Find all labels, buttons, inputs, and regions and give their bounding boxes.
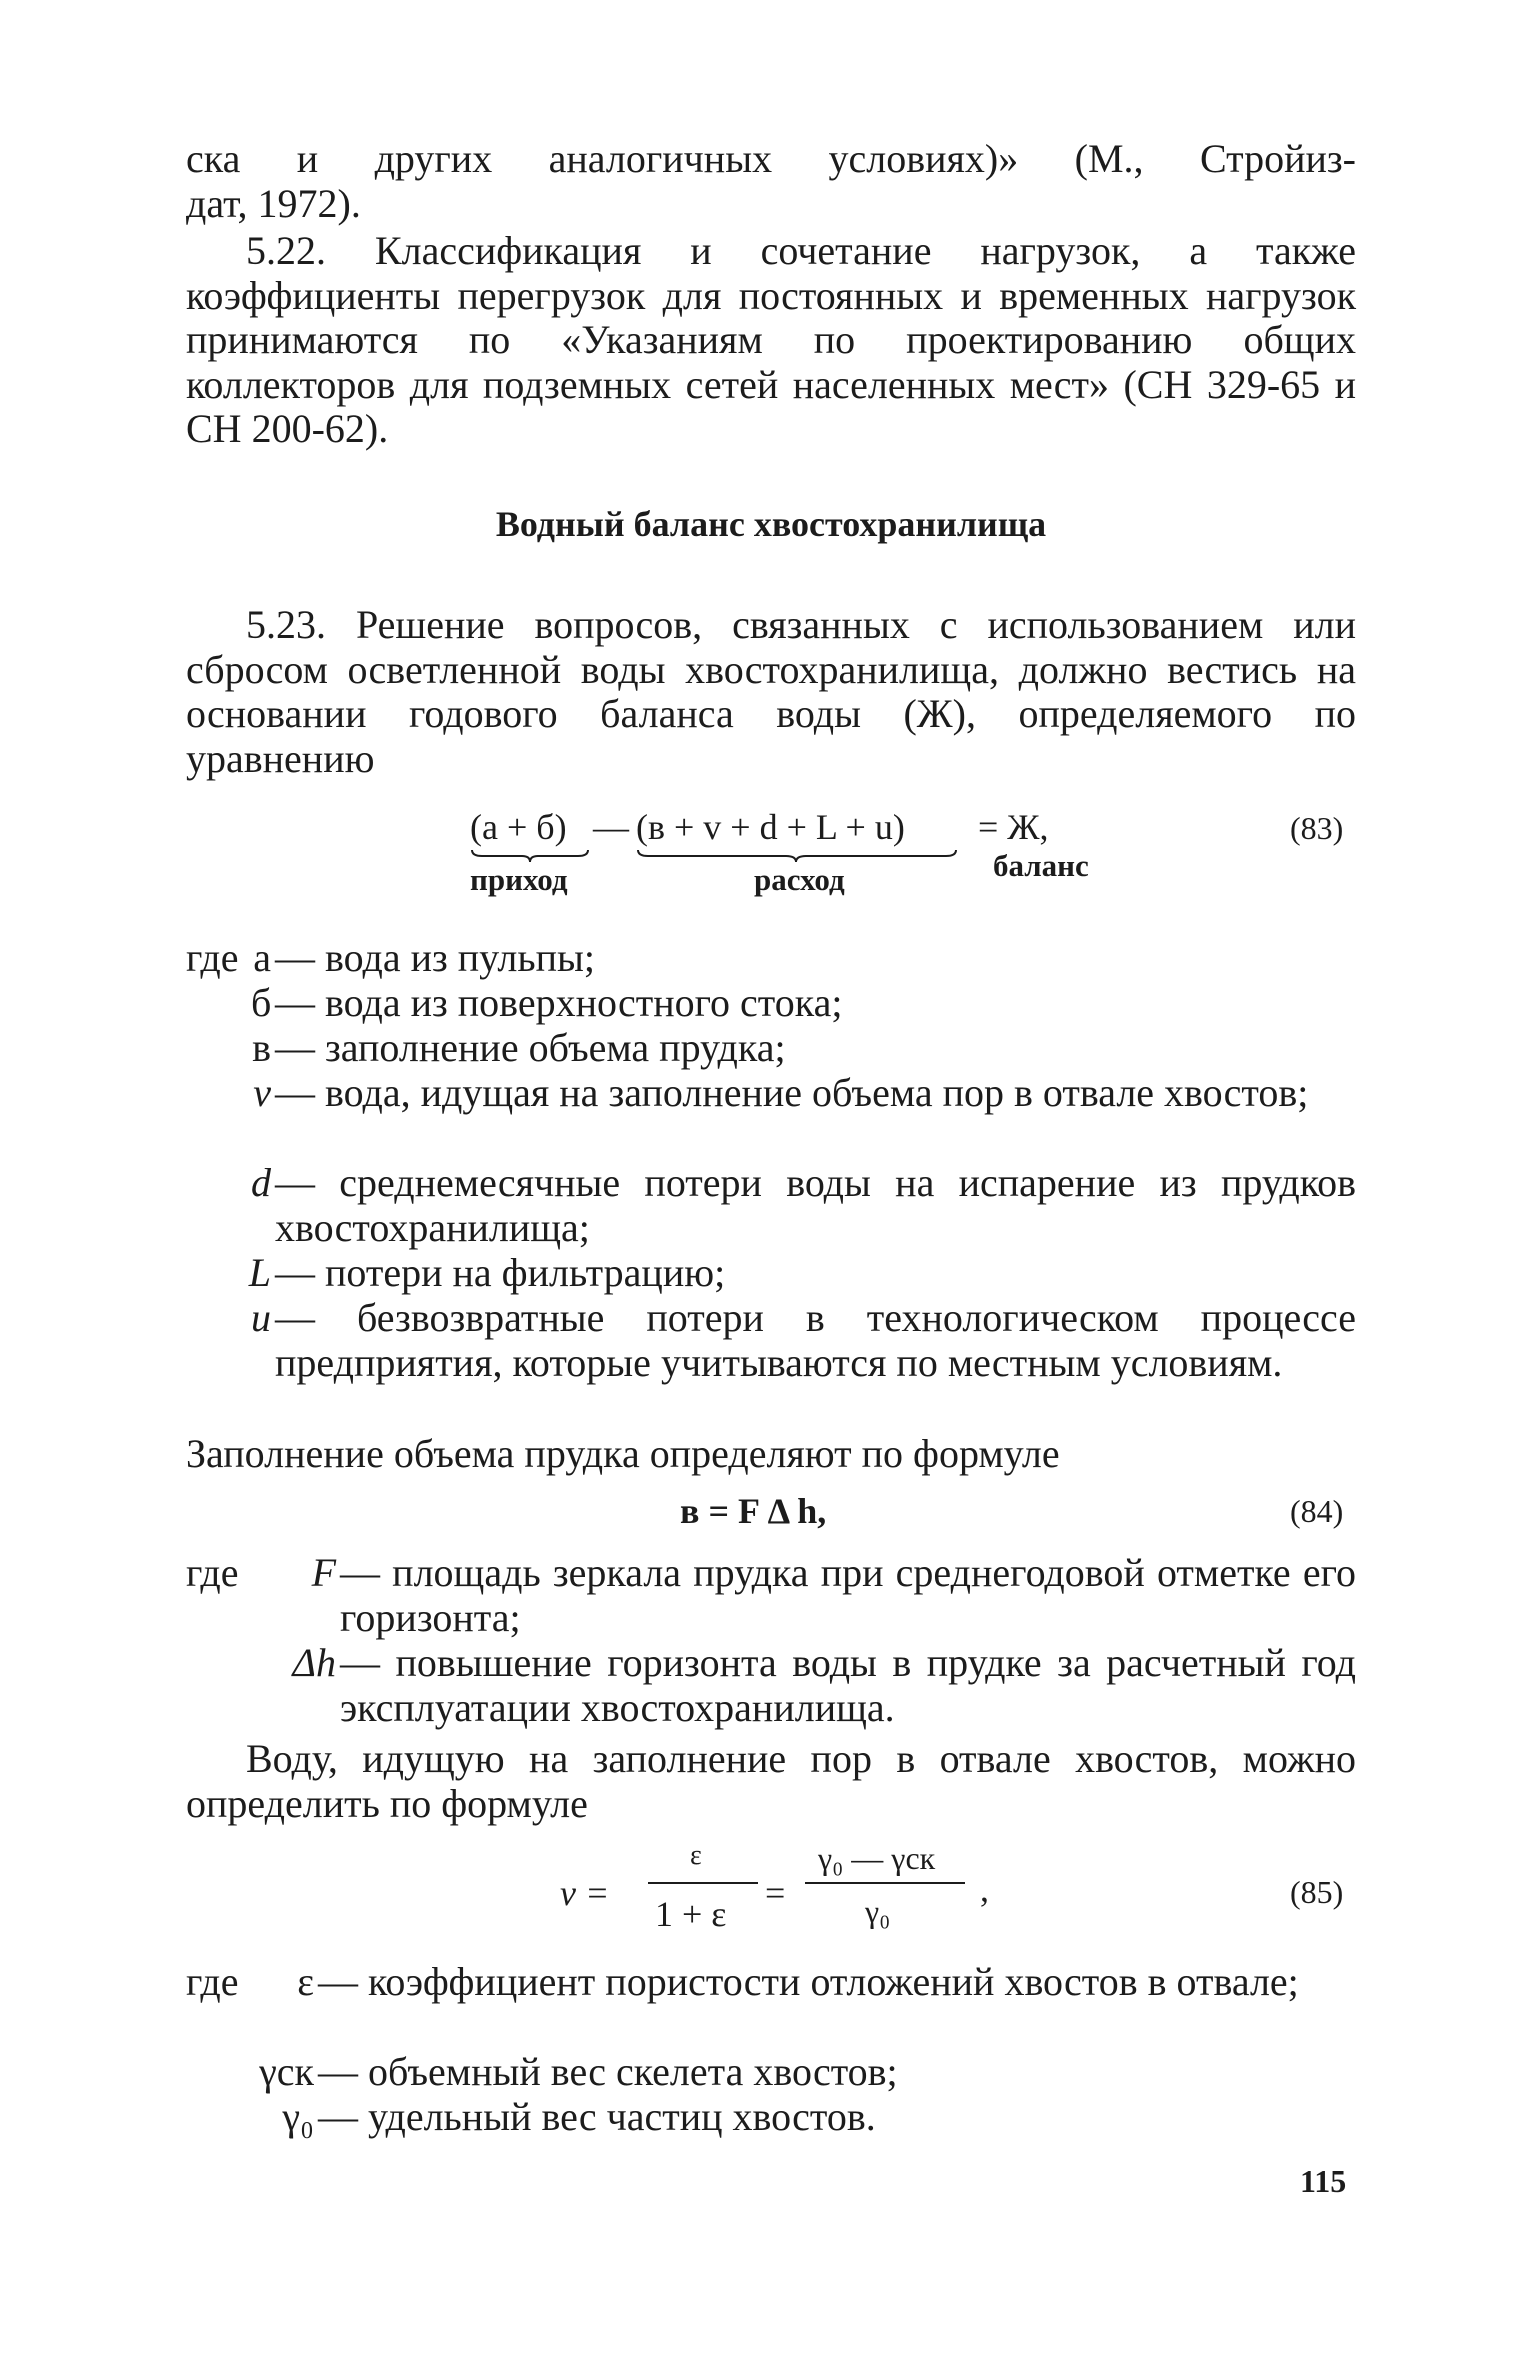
paragraph-text: Заполнение объема прудка определяют по формуле [186,1431,1060,1476]
definition-symbol: v [253,1070,271,1115]
intro-line-1: ска и других аналогичных условиях)» (М., Стройиз- [186,136,1356,181]
fraction-line [648,1882,758,1884]
equation-84: в = F Δ h, [680,1491,827,1531]
definition-text-content: — вода, идущая на заполнение объема пор в отвале хвостов; [275,1070,1309,1115]
eq85-equals: = [765,1873,786,1913]
intro-line-2: дат, 1972). [186,180,361,226]
definition-symbol: б [251,980,272,1025]
paragraph-text: Решение вопросов, связанных с использованием или сбросом осветленной воды хвостохранилища, должно вестись на основании годового баланса воды (Ж), определяемого по уравнению [186,602,1356,781]
definition-symbol: F [311,1550,336,1595]
eq85-lhs: v = [560,1873,610,1913]
definition-symbol: γск [259,2049,314,2094]
definition-symbol: ε [297,1959,314,2004]
paragraph-text: Классификация и сочетание нагрузок, а также коэффициенты перегрузок для постоянных и временных нагрузок принимаются по «Указаниям по проектированию общих коллекторов для подземных сетей населенных мест» (СН 329-65 и СН 200-62). [186,228,1357,452]
fraction-line [805,1882,965,1884]
definition-text: — вода из поверхностного стока; [275,980,843,1025]
label-income: приход [470,862,568,897]
eq85-denominator-2: γ₀ [865,1893,891,1929]
eq83-minus: — [593,807,629,847]
definition-text: — коэффициент пористости отложений хвостов в отвале; [318,1959,1299,2004]
paragraph-pores [186,1737,1356,1826]
eq85-comma: , [980,1869,989,1909]
label-balance: баланс [993,848,1089,883]
equation-number: (84) [1290,1493,1344,1529]
eq83-expense-group: (в + v + d + L + u) [636,807,905,847]
paragraph-number: 5.22. [246,228,326,273]
paragraph-5-22 [186,229,1356,452]
definition-symbol: Δh [292,1640,336,1685]
intro-block [186,137,1356,226]
definition-symbol: u [251,1295,271,1340]
label-expense: расход [754,862,845,897]
definition-symbol: а [253,935,271,980]
equation-number: (85) [1290,1874,1344,1910]
eq85-denominator-1: 1 + ε [655,1894,727,1934]
where-lead: где [186,935,239,980]
paragraph-5-23 [186,603,1356,781]
definition-symbol: в [252,1025,271,1070]
eq83-result: = Ж, [978,807,1049,847]
definition-symbol: L [248,1250,271,1295]
definition-text: — заполнение объема прудка; [275,1025,786,1070]
definition-text: — удельный вес частиц хвостов. [318,2094,876,2139]
paragraph-fill [186,1432,1356,1477]
definition-symbol: γ₀ [282,2094,314,2139]
paragraph-text: Воду, идущую на заполнение пор в отвале хвостов, можно определить по формуле [186,1736,1356,1826]
definition-text: — площадь зеркала прудка при среднегодовой отметке его горизонта; [340,1550,1356,1640]
definition-text: — вода из пульпы; [275,935,596,980]
section-heading: Водный баланс хвостохранилища [495,504,1047,544]
eq85-numerator-1: ε [690,1840,702,1871]
definition-text: — среднемесячные потери воды на испарение из прудков хвостохранилища; [275,1160,1356,1250]
definition-text: — безвозвратные потери в технологическом процессе предприятия, которые учитываются по местным условиям. [275,1295,1356,1385]
definition-text: — объемный вес скелета хвостов; [318,2049,898,2094]
page-number: 115 [1300,2163,1347,2199]
definition-text: — повышение горизонта воды в прудке за расчетный год эксплуатации хвостохранилища. [340,1640,1356,1730]
where-lead: где [186,1959,239,2004]
paragraph-number: 5.23. [246,602,326,647]
eq85-numerator-2: γ₀ — γск [818,1840,936,1876]
where-lead: где [186,1550,239,1595]
eq83-income-group: (а + б) [470,807,567,847]
equation-number: (83) [1290,810,1344,846]
definition-text [275,1071,1356,1116]
definition-text: — потери на фильтрацию; [275,1250,726,1295]
definition-symbol: d [251,1160,271,1205]
